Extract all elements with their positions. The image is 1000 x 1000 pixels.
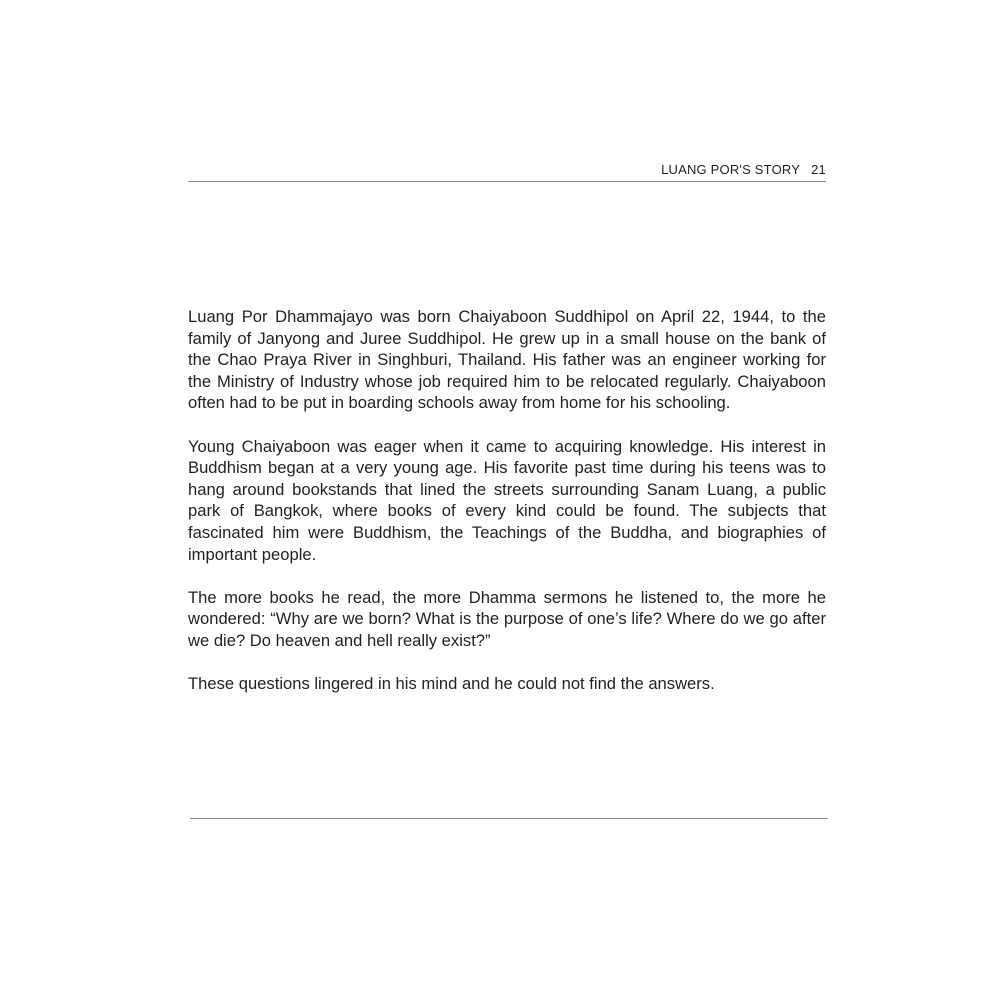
running-header <box>188 162 826 182</box>
body-text <box>188 306 826 716</box>
footer-divider <box>190 818 828 819</box>
paragraph-4: These questions lingered in his mind and he could not find the answers. <box>188 674 715 694</box>
paragraph-2: Young Chaiyaboon was eager when it came to acquiring knowledge. His interest in Buddhism began at a very young age. His favorite past time during his teens was to hang around bookstands that lined the streets surrounding Sanam Luang, a public park of Bangkok, where books of every kind could be found. The subjects that fascinated him were Buddhism, the Teachings of the Buddha, and biographies of important people. <box>188 436 826 564</box>
paragraph-1: Luang Por Dhammajayo was born Chaiyaboon Suddhipol on April 22, 1944, to the family of Janyong and Juree Suddhipol. He grew up in a small house on the bank of the Chao Praya River in Singhburi, Thailand. His father was an engineer working for the Ministry of Industry whose job required him to be relocated regularly. Chaiyaboon often had to be put in boarding schools away from home for his schooling. <box>188 307 826 413</box>
header-divider <box>188 181 826 182</box>
page-number: 21 <box>811 162 826 177</box>
running-title: LUANG POR'S STORY <box>661 162 801 177</box>
paragraph-3: The more books he read, the more Dhamma sermons he listened to, the more he wondered: “Why are we born? What is the purpose of one’s life? Where do we go after we die? Do heaven and hell really exist?” <box>188 587 826 650</box>
